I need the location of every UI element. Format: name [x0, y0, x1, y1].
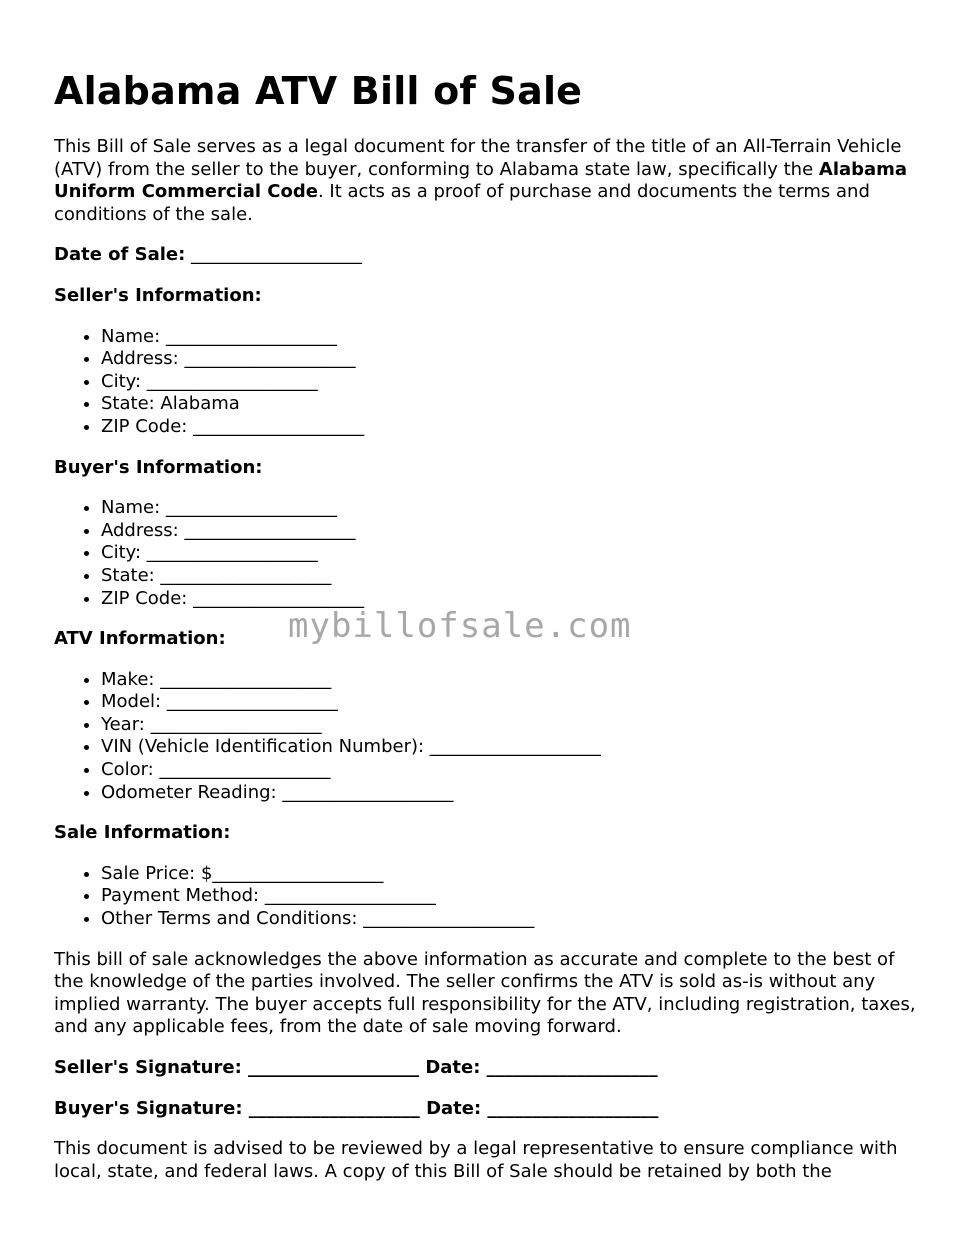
atv-make-field: • Make: ___________________ [101, 669, 924, 692]
atv-heading: ATV Information: [54, 628, 226, 650]
seller-state-field: • State: Alabama [101, 393, 924, 416]
seller-heading: Seller's Information: [54, 284, 262, 306]
signature-date-text: Date: ___________________ [425, 1057, 658, 1078]
seller-name-field: • Name: ___________________ [101, 326, 924, 349]
document-title: Alabama ATV Bill of Sale [54, 69, 583, 113]
seller-signature-line [54, 1057, 924, 1080]
buyer-state-field: • State: ___________________ [101, 565, 924, 588]
atv-year-field: • Year: ___________________ [101, 714, 924, 737]
buyer-address-field: • Address: ___________________ [101, 520, 924, 543]
intro-text-before: This Bill of Sale serves as a legal document for the transfer of the title of an All-Terrain Vehicle (ATV) from the seller to the buyer, conforming to Alabama state law, specifically the [54, 136, 902, 180]
other-terms-field: • Other Terms and Conditions: ___________________ [101, 908, 924, 931]
buyer-city-field: • City: ___________________ [101, 542, 924, 565]
sale-list [54, 863, 924, 931]
signature-text: Buyer's Signature: ___________________ [54, 1097, 427, 1119]
field-blank: ___________________ [185, 244, 363, 266]
atv-odometer-field: • Odometer Reading: ___________________ [101, 782, 924, 805]
buyer-heading: Buyer's Information: [54, 456, 263, 478]
seller-zip-field: • ZIP Code: ___________________ [101, 416, 924, 439]
sale-heading: Sale Information: [54, 822, 231, 844]
atv-list [54, 669, 924, 805]
signature-text: Seller's Signature: ___________________ [54, 1057, 426, 1078]
intro-paragraph [54, 136, 924, 226]
atv-vin-field: • VIN (Vehicle Identification Number): ___________________ [101, 736, 924, 759]
field-label: Date of Sale: [54, 244, 186, 266]
buyer-signature-line [54, 1098, 924, 1121]
atv-color-field: • Color: ___________________ [101, 759, 924, 782]
acknowledgement-paragraph: This bill of sale acknowledges the above information as accurate and complete to the best of the knowledge of the parties involved. The seller confirms the ATV is sold as-is without any implied warranty. The buyer accepts full responsibility for the ATV, including registration, taxes, and any applicable fees, from the date of sale moving forward. [54, 948, 916, 1038]
seller-city-field: • City: ___________________ [101, 371, 924, 394]
buyer-zip-field: • ZIP Code: ___________________ [101, 588, 924, 611]
watermark: mybillofsale.com [288, 606, 632, 646]
atv-model-field: • Model: ___________________ [101, 691, 924, 714]
buyer-list [54, 497, 924, 610]
date-of-sale-field [54, 244, 924, 267]
sale-price-field: • Sale Price: $___________________ [101, 863, 924, 886]
closing-paragraph: This document is advised to be reviewed by a legal representative to ensure compliance with local, state, and federal laws. A copy of this Bill of Sale should be retained by both the [54, 1138, 898, 1182]
seller-list [54, 326, 924, 439]
seller-address-field: • Address: ___________________ [101, 348, 924, 371]
payment-method-field: • Payment Method: ___________________ [101, 885, 924, 908]
buyer-name-field: • Name: ___________________ [101, 497, 924, 520]
intro-code-name: Alabama Uniform Commercial Code [54, 158, 908, 203]
intro-text-after: . It acts as a proof of purchase and documents the terms and conditions of the sale. [54, 181, 870, 225]
signature-date-text: Date: ___________________ [426, 1097, 659, 1119]
